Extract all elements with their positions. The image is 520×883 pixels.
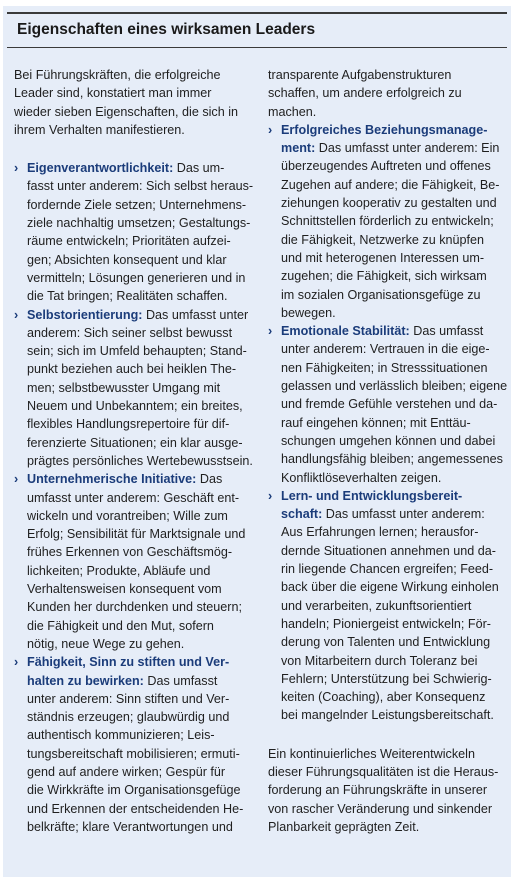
text-line: gen; Absichten konsequent und klar <box>27 252 227 267</box>
text-line <box>27 672 250 690</box>
text-line <box>281 121 506 139</box>
list-item <box>14 159 254 305</box>
text-line: handeln; Pioniergeist entwickeln; För- <box>281 616 492 631</box>
text-line: tungsbereitschaft mobilisieren; ermuti- <box>27 746 240 761</box>
text-line: transparente Aufgabenstrukturen <box>268 68 452 82</box>
text-line: ziehungen kooperativ zu gestalten und <box>281 196 497 211</box>
text-line <box>281 322 506 340</box>
item-term: Unternehmerische Initiative: <box>27 472 197 487</box>
item-text: Das um- <box>173 161 225 176</box>
list-item <box>268 487 506 725</box>
box-title: Eigenschaften eines wirksamen Leaders <box>17 21 316 38</box>
text-line: Bei Führungskräften, die erfolgreiche <box>14 68 221 82</box>
text-line <box>27 306 250 324</box>
chevron-icon: › <box>14 655 19 670</box>
text-line: Verhaltensweisen konsequent vom <box>27 582 222 597</box>
text-line: lichkeiten; Produkte, Abläufe und <box>27 563 211 578</box>
text-line: wieder sieben Eigenschaften, die sich in <box>14 104 239 119</box>
text-line: back über die eigene Wirkung einholen <box>281 580 499 595</box>
text-line: keiten (Coaching), aber Konsequenz <box>281 690 486 705</box>
list-item <box>268 322 506 487</box>
text-line: ständnis erzeugen; glaubwürdig und <box>27 710 230 725</box>
item-term: Erfolgreiches Beziehungsmanage- <box>281 122 488 137</box>
text-line: bei mangelnder Leistungsbereitschaft. <box>281 708 494 723</box>
item-term: Lern- und Entwicklungsbereit- <box>281 488 463 503</box>
text-line: frühes Erkennen von Geschäftsmög- <box>27 545 233 560</box>
text-line: im sozialen Organisationsgefüge zu <box>281 287 481 302</box>
text-line <box>27 470 250 488</box>
text-line: Leader sind, konstatiert man immer <box>14 86 212 101</box>
chevron-icon: › <box>14 161 19 176</box>
text-line: machen. <box>268 104 317 119</box>
text-line: Fehlern; Unterstützung bei Schwierig- <box>281 671 492 686</box>
text-line: Konfliktlöseverhalten zeigen. <box>281 470 442 485</box>
item-text: Das umfasst unter anderem: <box>322 507 485 522</box>
text-line: gend auf andere wirken; Gespür für <box>27 764 226 779</box>
text-line: und fremde Gefühle verstehen und da- <box>281 397 498 412</box>
chevron-icon: › <box>268 324 273 339</box>
text-line: ziele nachhaltig umsetzen; Gestaltungs- <box>27 216 251 231</box>
chevron-icon: › <box>268 488 273 503</box>
text-line: nötig, neue Wege zu gehen. <box>27 636 185 651</box>
info-box <box>3 6 511 877</box>
text-line: forderung an Führungskräfte in unserer <box>268 783 488 798</box>
text-line: sein; sich im Umfeld behaupten; Stand- <box>27 344 247 359</box>
item-term: Selbstorientierung: <box>27 307 143 322</box>
item-text: Das <box>196 472 223 487</box>
item-text: Das umfasst unter anderem: Ein <box>315 141 500 156</box>
text-line: räume entwickeln; Prioritäten aufzei- <box>27 234 231 249</box>
item-text: Das umfasst <box>143 673 218 688</box>
text-line: ihrem Verhalten manifestieren. <box>14 122 185 137</box>
text-line: von rascher Veränderung und sinkender <box>268 801 493 816</box>
continuation-paragraph <box>268 66 506 121</box>
list-item <box>14 306 253 471</box>
text-line: und mit heterogenen Interessen um- <box>281 250 485 265</box>
text-line: authentisch kommunizieren; Leis- <box>27 728 215 743</box>
text-line: die Wirkkräfte im Organisationsgefüge <box>27 783 241 798</box>
text-line: bewegen. <box>281 305 336 320</box>
item-term: ment: <box>281 141 316 156</box>
chevron-icon: › <box>14 472 19 487</box>
text-line: gelassen und verlässlich bleiben; eigene <box>281 379 508 394</box>
text-line <box>281 487 506 505</box>
text-line <box>27 159 250 177</box>
text-line: die Tat bringen; Realitäten schaffen. <box>27 289 228 304</box>
text-line: rin liegende Chancen ergreifen; Feed- <box>281 562 494 577</box>
item-term: halten zu bewirken: <box>27 673 144 688</box>
text-line: dieser Führungsqualitäten ist die Heraus- <box>268 764 499 779</box>
text-line: Ein kontinuierliches Weiterentwickeln <box>268 746 475 761</box>
text-line: Zugehen auf andere; die Fähigkeit, Be- <box>281 177 500 192</box>
left-column <box>14 66 254 836</box>
list-item <box>14 653 250 836</box>
chevron-icon: › <box>14 307 19 322</box>
item-term: Fähigkeit, Sinn zu stiften und Ver- <box>27 655 230 670</box>
text-line: Kunden her durchdenken und steuern; <box>27 600 242 615</box>
text-line: derung von Talenten und Entwicklung <box>281 635 491 650</box>
right-column <box>268 66 506 836</box>
text-line: dernde Situationen annehmen und da- <box>281 543 496 558</box>
text-line: unter anderem: Sinn stiften und Ver- <box>27 691 230 706</box>
text-line: Planbarkeit geprägten Zeit. <box>268 819 420 834</box>
text-line: vermitteln; Lösungen generieren und in <box>27 270 246 285</box>
text-line: und Erkennen der entscheidenden He- <box>27 801 244 816</box>
text-line: überzeugendes Auftreten und offenes <box>281 159 491 174</box>
text-line: Erfolg; Sensibilität für Marktsignale und <box>27 527 246 542</box>
text-line: von Mitarbeitern durch Toleranz bei <box>281 653 478 668</box>
text-line: wickeln und vorantreiben; Wille zum <box>27 508 228 523</box>
text-line <box>281 505 506 523</box>
text-line: belkräfte; klare Verantwortungen und <box>27 819 233 834</box>
chevron-icon: › <box>268 122 273 137</box>
text-line: ferenzierte Situationen; ein klar ausge- <box>27 435 243 450</box>
list-item <box>268 121 506 322</box>
text-line: nen Fähigkeiten; in Stresssituationen <box>281 360 488 375</box>
text-line: die Fähigkeit, Netzwerke zu knüpfen <box>281 232 485 247</box>
text-line: schaffen, um andere erfolgreich zu <box>268 86 462 101</box>
text-line: die Fähigkeit und den Mut, sofern <box>27 618 214 633</box>
text-line: fordernde Ziele setzen; Unternehmens- <box>27 197 247 212</box>
text-line: anderem: Sich seiner selbst bewusst <box>27 325 233 340</box>
item-term: Emotionale Stabilität: <box>281 324 410 339</box>
text-line: handlungsfähig bleiben; angemessenes <box>281 452 503 467</box>
text-line: rauf eingehen können; mit Enttäu- <box>281 415 471 430</box>
item-term: schaft: <box>281 507 323 522</box>
text-line: flexibles Handlungsrepertoire für dif- <box>27 417 230 432</box>
text-line: men; selbstbewusster Umgang mit <box>27 380 221 395</box>
text-line: unter anderem: Vertrauen in die eige- <box>281 342 490 357</box>
item-text: Das umfasst <box>409 324 484 339</box>
outro-paragraph <box>268 745 506 836</box>
text-line: Neuem und Unbekanntem; ein breites, <box>27 399 243 414</box>
text-line: Schnittstellen förderlich zu entwickeln; <box>281 214 494 229</box>
text-line: schungen umgehen können und dabei <box>281 433 496 448</box>
item-text: Das umfasst unter <box>142 307 249 322</box>
title-bar <box>7 12 507 48</box>
text-line: Aus Erfahrungen lernen; herausfor- <box>281 525 479 540</box>
text-line <box>281 139 506 157</box>
intro-paragraph <box>14 66 250 139</box>
text-line: und verarbeiten, zukunftsorientiert <box>281 598 472 613</box>
item-term: Eigenverantwortlichkeit: <box>27 161 174 176</box>
text-line: umfasst unter anderem: Geschäft ent- <box>27 490 240 505</box>
text-line: prägtes persönliches Wertebewusstsein. <box>27 453 253 468</box>
text-line <box>27 653 250 671</box>
list-item <box>14 470 250 653</box>
text-line: zugehen; die Fähigkeit, sich wirksam <box>281 269 487 284</box>
text-line: fasst unter anderem: Sich selbst heraus- <box>27 179 254 194</box>
text-line: punkt beziehen auch bei heiklen The- <box>27 362 237 377</box>
